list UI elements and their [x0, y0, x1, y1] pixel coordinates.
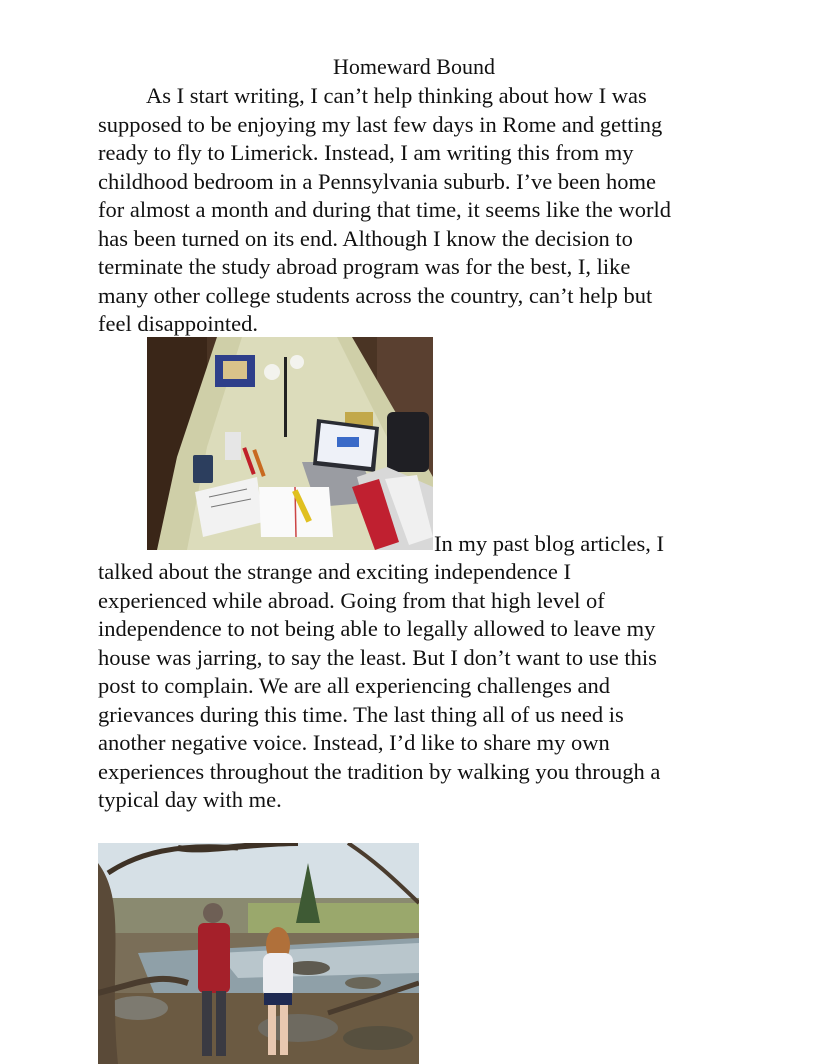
text-line: feel disappointed. — [98, 311, 258, 336]
text-line: another negative voice. Instead, I’d like to share my own — [98, 730, 610, 755]
text-line: ready to fly to Limerick. Instead, I am writing this from my — [98, 140, 634, 165]
text-line: independence to not being able to legally allowed to leave my — [98, 616, 656, 641]
photo-creek-walk — [98, 843, 419, 1064]
document-title: Homeward Bound — [333, 54, 495, 79]
photo-study-desk — [147, 337, 433, 550]
text-line: As I start writing, I can’t help thinking about how I was — [146, 83, 647, 108]
paragraph-2-first-line: In my past blog articles, I — [434, 531, 664, 556]
text-line: for almost a month and during that time, it seems like the world — [98, 197, 672, 222]
text-line: many other college students across the country, can’t help but — [98, 282, 653, 308]
text-line: childhood bedroom in a Pennsylvania suburb. I’ve been home — [98, 168, 656, 194]
text-line: has been turned on its end. Although I know the decision to — [98, 225, 633, 251]
text-line: grievances during this time. The last thing all of us need is — [98, 701, 624, 727]
text-line: house was jarring, to say the least. But I don’t want to use this — [98, 644, 657, 670]
text-line: talked about the strange and exciting independence I — [98, 559, 571, 584]
paragraph-1 — [98, 82, 738, 339]
text-line: typical day with me. — [98, 787, 282, 812]
text-line: experiences throughout the tradition by walking you through a — [98, 758, 661, 784]
text-line: post to complain. We are all experiencing challenges and — [98, 673, 610, 698]
paragraph-2 — [98, 558, 738, 815]
text-line: supposed to be enjoying my last few days in Rome and getting — [98, 111, 663, 137]
text-line: terminate the study abroad program was for the best, I, like — [98, 254, 631, 279]
text-line: experienced while abroad. Going from that high level of — [98, 587, 605, 613]
